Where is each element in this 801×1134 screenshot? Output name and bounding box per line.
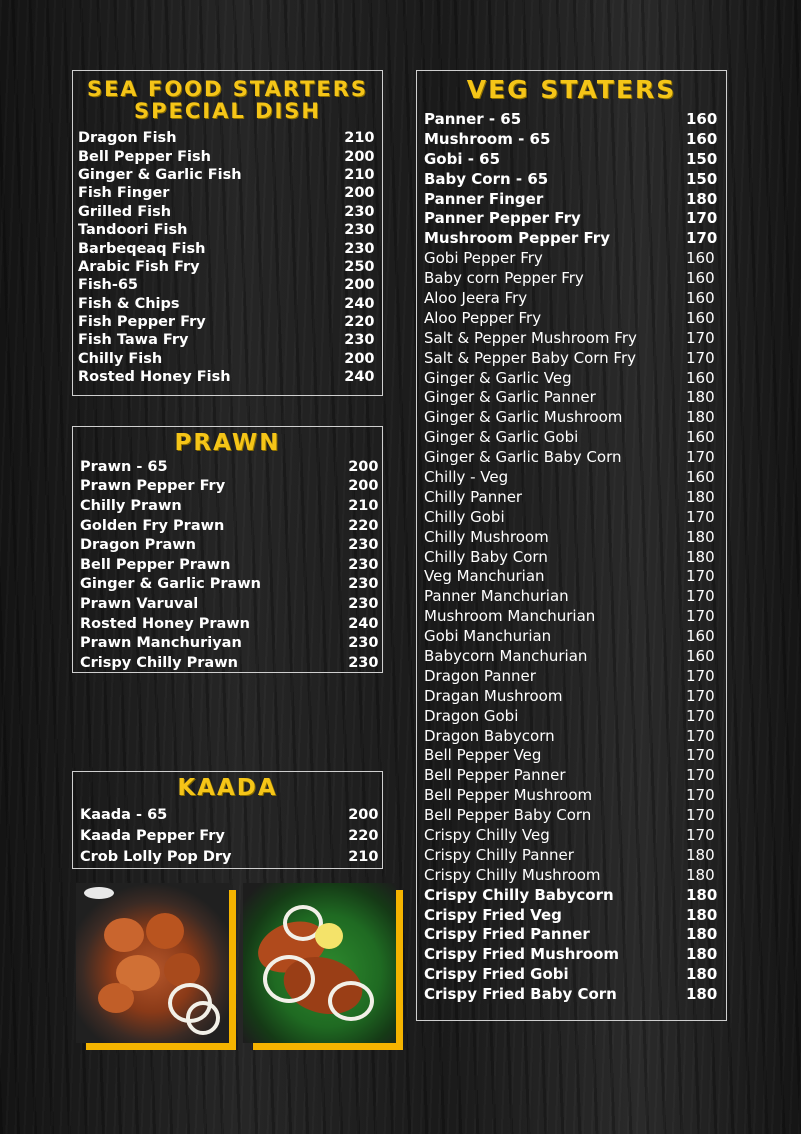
menu-item	[424, 328, 726, 348]
menu-item	[424, 268, 726, 288]
menu-item-name: Crispy Fried Baby Corn	[424, 985, 617, 1004]
menu-item-name: Bell Pepper Panner	[424, 766, 566, 785]
menu-item-name: Ginger & Garlic Gobi	[424, 428, 579, 447]
menu-item	[80, 804, 382, 825]
menu-item	[80, 457, 382, 477]
menu-item-price: 150	[686, 169, 718, 188]
menu-item	[80, 825, 382, 846]
menu-item-price: 250	[344, 258, 375, 275]
menu-item-price: 200	[348, 806, 379, 823]
menu-item-price: 170	[686, 706, 715, 725]
menu-item-name: Prawn Manchuriyan	[80, 635, 242, 652]
menu-item	[80, 846, 382, 867]
menu-item-name: Baby Corn - 65	[424, 169, 549, 188]
menu-item-name: Aloo Pepper Fry	[424, 308, 542, 327]
menu-item-price: 170	[686, 448, 715, 467]
menu-item-name: Bell Pepper Baby Corn	[424, 806, 592, 825]
menu-item-name: Bell Pepper Prawn	[80, 556, 231, 573]
section-title: VEG STATERS	[466, 75, 677, 104]
menu-item-price: 200	[348, 478, 379, 495]
menu-item-price: 230	[344, 332, 375, 349]
menu-item-price: 160	[686, 646, 715, 665]
menu-item-price: 230	[344, 222, 375, 239]
menu-item	[424, 467, 726, 487]
menu-item-price: 180	[686, 189, 718, 208]
menu-item-name: Fish Pepper Fry	[78, 314, 206, 331]
menu-item-price: 170	[686, 567, 715, 586]
menu-item-name: Barbeqeaq Fish	[78, 240, 206, 257]
menu-item	[424, 208, 726, 228]
menu-item-price: 170	[686, 666, 715, 685]
menu-item	[78, 147, 382, 165]
menu-item-name: Panner - 65	[424, 109, 522, 128]
menu-item-price: 160	[686, 288, 715, 307]
veg-item-list	[417, 109, 726, 1004]
menu-item	[424, 527, 726, 547]
seafood-item-list	[73, 129, 382, 386]
menu-item-price: 170	[686, 209, 718, 228]
menu-item	[80, 575, 382, 595]
menu-item	[424, 447, 726, 467]
menu-item-name: Chilly - Veg	[424, 467, 509, 486]
menu-item-name: Baby corn Pepper Fry	[424, 269, 584, 288]
menu-item-name: Mushroom Manchurian	[424, 607, 596, 626]
menu-item-price: 170	[686, 328, 715, 347]
menu-item-price: 220	[344, 314, 375, 331]
menu-item	[424, 964, 726, 984]
menu-item-name: Kaada Pepper Fry	[80, 827, 225, 844]
menu-item-name: Rosted Honey Prawn	[80, 615, 250, 632]
menu-item-name: Dragon Fish	[78, 130, 177, 147]
menu-item-name: Dragon Panner	[424, 666, 536, 685]
menu-item-price: 160	[686, 269, 715, 288]
section-title	[73, 79, 382, 122]
menu-item-price: 170	[686, 507, 715, 526]
menu-item-price: 170	[686, 607, 715, 626]
menu-item-name: Crispy Chilly Prawn	[80, 654, 238, 671]
menu-item-name: Ginger & Garlic Baby Corn	[424, 448, 622, 467]
menu-item	[424, 566, 726, 586]
menu-item	[424, 586, 726, 606]
menu-item	[78, 313, 382, 331]
menu-item-price: 180	[686, 388, 715, 407]
section-title: KAADA	[177, 775, 278, 801]
menu-item-price: 170	[686, 229, 718, 248]
menu-item	[424, 109, 726, 129]
menu-item	[78, 350, 382, 368]
menu-item-price: 150	[686, 149, 718, 168]
menu-item	[424, 925, 726, 945]
menu-item-price: 230	[348, 654, 379, 671]
menu-item	[78, 221, 382, 239]
fried-fish-plate-photo	[243, 883, 396, 1043]
menu-item	[78, 331, 382, 349]
menu-item	[424, 248, 726, 268]
menu-item	[424, 646, 726, 666]
menu-item	[424, 944, 726, 964]
menu-item	[424, 885, 726, 905]
menu-item	[424, 169, 726, 189]
menu-item	[80, 633, 382, 653]
menu-item-name: Grilled Fish	[78, 203, 172, 220]
menu-item-price: 230	[348, 595, 379, 612]
seafood-title-line2: SPECIAL DISH	[134, 99, 321, 123]
menu-item	[424, 228, 726, 248]
menu-item-name: Prawn Pepper Fry	[80, 478, 226, 495]
menu-item-price: 180	[686, 547, 715, 566]
menu-item-name: Chilly Prawn	[80, 497, 182, 514]
menu-item	[424, 606, 726, 626]
fried-prawn-bowl-photo	[76, 883, 229, 1043]
kaada-section	[72, 771, 383, 869]
menu-item	[424, 348, 726, 368]
menu-item-name: Golden Fry Prawn	[80, 517, 225, 534]
menu-item-price: 230	[348, 537, 379, 554]
menu-item	[78, 368, 382, 386]
menu-item-name: Salt & Pepper Mushroom Fry	[424, 328, 637, 347]
menu-item-name: Crispy Fried Veg	[424, 905, 562, 924]
menu-item	[80, 535, 382, 555]
menu-item-name: Chilly Fish	[78, 350, 163, 367]
menu-item-price: 230	[348, 576, 379, 593]
menu-item-name: Panner Pepper Fry	[424, 209, 581, 228]
menu-item-name: Crispy Fried Mushroom	[424, 945, 620, 964]
menu-item	[424, 666, 726, 686]
menu-item-name: Prawn Varuval	[80, 595, 199, 612]
menu-item-price: 170	[686, 746, 715, 765]
menu-item-name: Rosted Honey Fish	[78, 369, 231, 386]
section-title: PRAWN	[174, 430, 281, 456]
menu-item-name: Fish-65	[78, 277, 139, 294]
menu-item	[424, 706, 726, 726]
menu-item	[424, 288, 726, 308]
menu-item-price: 230	[344, 203, 375, 220]
menu-item-price: 220	[348, 827, 379, 844]
menu-item-price: 210	[348, 848, 379, 865]
menu-item	[424, 686, 726, 706]
menu-item	[80, 516, 382, 536]
menu-item-name: Arabic Fish Fry	[78, 258, 200, 275]
menu-item-name: Ginger & Garlic Panner	[424, 388, 596, 407]
menu-item	[80, 477, 382, 497]
seafood-starters-section	[72, 70, 383, 396]
menu-item	[424, 189, 726, 209]
menu-item-price: 180	[686, 845, 715, 864]
menu-item-price: 160	[686, 249, 715, 268]
menu-item	[80, 614, 382, 634]
menu-item-price: 200	[344, 148, 375, 165]
menu-item-price: 180	[686, 885, 718, 904]
menu-item-name: Crispy Chilly Panner	[424, 845, 574, 864]
menu-item	[424, 845, 726, 865]
menu-item-name: Ginger & Garlic Fish	[78, 166, 242, 183]
menu-item-price: 210	[344, 130, 375, 147]
menu-item-name: Dragon Babycorn	[424, 726, 555, 745]
menu-item-price: 160	[686, 109, 718, 128]
menu-item	[78, 166, 382, 184]
menu-item-name: Crob Lolly Pop Dry	[80, 848, 232, 865]
menu-item	[78, 184, 382, 202]
menu-item	[80, 555, 382, 575]
menu-item	[424, 825, 726, 845]
menu-item-price: 180	[686, 905, 718, 924]
prawn-item-list	[73, 457, 382, 673]
menu-item	[424, 805, 726, 825]
menu-item	[78, 239, 382, 257]
menu-item	[424, 427, 726, 447]
menu-item-price: 240	[344, 369, 375, 386]
menu-item	[78, 295, 382, 313]
menu-item-price: 180	[686, 865, 715, 884]
menu-item-name: Ginger & Garlic Veg	[424, 368, 572, 387]
menu-item-price: 180	[686, 527, 715, 546]
menu-item	[424, 149, 726, 169]
menu-item-price: 240	[344, 295, 375, 312]
menu-item-price: 220	[348, 517, 379, 534]
menu-item-name: Prawn - 65	[80, 458, 168, 475]
menu-item-name: Crispy Chilly Mushroom	[424, 865, 601, 884]
menu-item-name: Crispy Chilly Veg	[424, 826, 550, 844]
menu-item-name: Bell Pepper Veg	[424, 746, 542, 765]
menu-item-price: 170	[686, 786, 715, 805]
menu-item-name: Fish Finger	[78, 185, 170, 202]
menu-item	[80, 653, 382, 673]
menu-item-price: 180	[686, 945, 718, 964]
menu-item-price: 230	[348, 635, 379, 652]
menu-item	[424, 308, 726, 328]
menu-item-price: 180	[686, 965, 718, 984]
kaada-item-list	[73, 804, 382, 867]
menu-item-price: 200	[344, 185, 375, 202]
menu-item-name: Chilly Gobi	[424, 507, 505, 526]
menu-item-name: Crispy Fried Gobi	[424, 965, 569, 984]
menu-item-price: 170	[686, 686, 715, 705]
menu-item	[424, 129, 726, 149]
menu-item-name: Fish Tawa Fry	[78, 332, 189, 349]
menu-item	[424, 726, 726, 746]
menu-item	[424, 507, 726, 527]
menu-item	[78, 258, 382, 276]
menu-item-name: Gobi Manchurian	[424, 627, 552, 646]
menu-item-price: 180	[686, 408, 715, 427]
menu-item-price: 180	[686, 487, 715, 506]
menu-item-name: Bell Pepper Mushroom	[424, 786, 593, 805]
menu-item-name: Mushroom - 65	[424, 129, 551, 148]
menu-item	[78, 129, 382, 147]
menu-item-name: Crispy Fried Panner	[424, 925, 590, 944]
menu-item-price: 160	[686, 129, 718, 148]
prawn-section	[72, 426, 383, 673]
menu-item-price: 210	[344, 166, 375, 183]
menu-item-name: Gobi - 65	[424, 149, 501, 168]
menu-item-price: 160	[686, 368, 715, 387]
menu-item-price: 170	[686, 587, 715, 606]
menu-item	[80, 594, 382, 614]
menu-item	[424, 785, 726, 805]
menu-item-name: Chilly Baby Corn	[424, 547, 548, 566]
menu-item	[424, 765, 726, 785]
menu-item-price: 160	[686, 428, 715, 447]
menu-item-price: 170	[686, 766, 715, 785]
menu-item	[424, 407, 726, 427]
menu-item-name: Gobi Pepper Fry	[424, 249, 543, 268]
menu-item-price: 200	[344, 350, 375, 367]
menu-item-name: Salt & Pepper Baby Corn Fry	[424, 348, 636, 367]
menu-item-name: Dragon Gobi	[424, 706, 519, 725]
menu-item-price: 210	[348, 497, 379, 514]
menu-item-price: 240	[348, 615, 379, 632]
menu-item-name: Kaada - 65	[80, 806, 168, 823]
menu-item-name: Mushroom Pepper Fry	[424, 229, 610, 248]
menu-item-price: 170	[686, 348, 715, 367]
menu-item-price: 170	[686, 806, 715, 825]
menu-item-name: Panner Manchurian	[424, 587, 569, 606]
menu-item-price: 160	[686, 308, 715, 327]
menu-item-name: Bell Pepper Fish	[78, 148, 211, 165]
menu-item	[424, 487, 726, 507]
menu-item	[424, 626, 726, 646]
veg-starters-section	[416, 70, 727, 1021]
menu-item-price: 200	[348, 458, 379, 475]
seafood-title-line1: SEA FOOD STARTERS	[86, 77, 369, 101]
menu-item-name: Ginger & Garlic Mushroom	[424, 408, 623, 427]
menu-item-name: Tandoori Fish	[78, 222, 188, 239]
menu-item-price: 200	[344, 277, 375, 294]
menu-item-name: Veg Manchurian	[424, 567, 545, 586]
menu-item-name: Chilly Panner	[424, 487, 523, 506]
menu-item-price: 230	[348, 556, 379, 573]
menu-item-price: 170	[686, 726, 715, 745]
menu-item-price: 160	[686, 467, 715, 486]
menu-item-price: 160	[686, 627, 715, 646]
menu-item-name: Dragan Mushroom	[424, 686, 563, 705]
menu-item	[424, 547, 726, 567]
menu-item-name: Dragon Prawn	[80, 537, 196, 554]
menu-item-price: 170	[686, 826, 715, 844]
menu-item	[424, 984, 726, 1004]
menu-item-name: Fish & Chips	[78, 295, 180, 312]
menu-item	[424, 387, 726, 407]
menu-item	[80, 496, 382, 516]
menu-item	[424, 905, 726, 925]
menu-item-name: Chilly Mushroom	[424, 527, 549, 546]
menu-item	[424, 368, 726, 388]
menu-item-name: Crispy Chilly Babycorn	[424, 885, 614, 904]
menu-item	[424, 865, 726, 885]
menu-item-name: Ginger & Garlic Prawn	[80, 576, 262, 593]
menu-item-name: Babycorn Manchurian	[424, 646, 588, 665]
menu-item-name: Panner Finger	[424, 189, 544, 208]
menu-item	[78, 276, 382, 294]
menu-item-price: 230	[344, 240, 375, 257]
menu-item	[78, 203, 382, 221]
menu-item	[424, 746, 726, 766]
menu-item-price: 180	[686, 925, 718, 944]
menu-item-price: 180	[686, 985, 718, 1004]
menu-item-name: Aloo Jeera Fry	[424, 288, 528, 307]
